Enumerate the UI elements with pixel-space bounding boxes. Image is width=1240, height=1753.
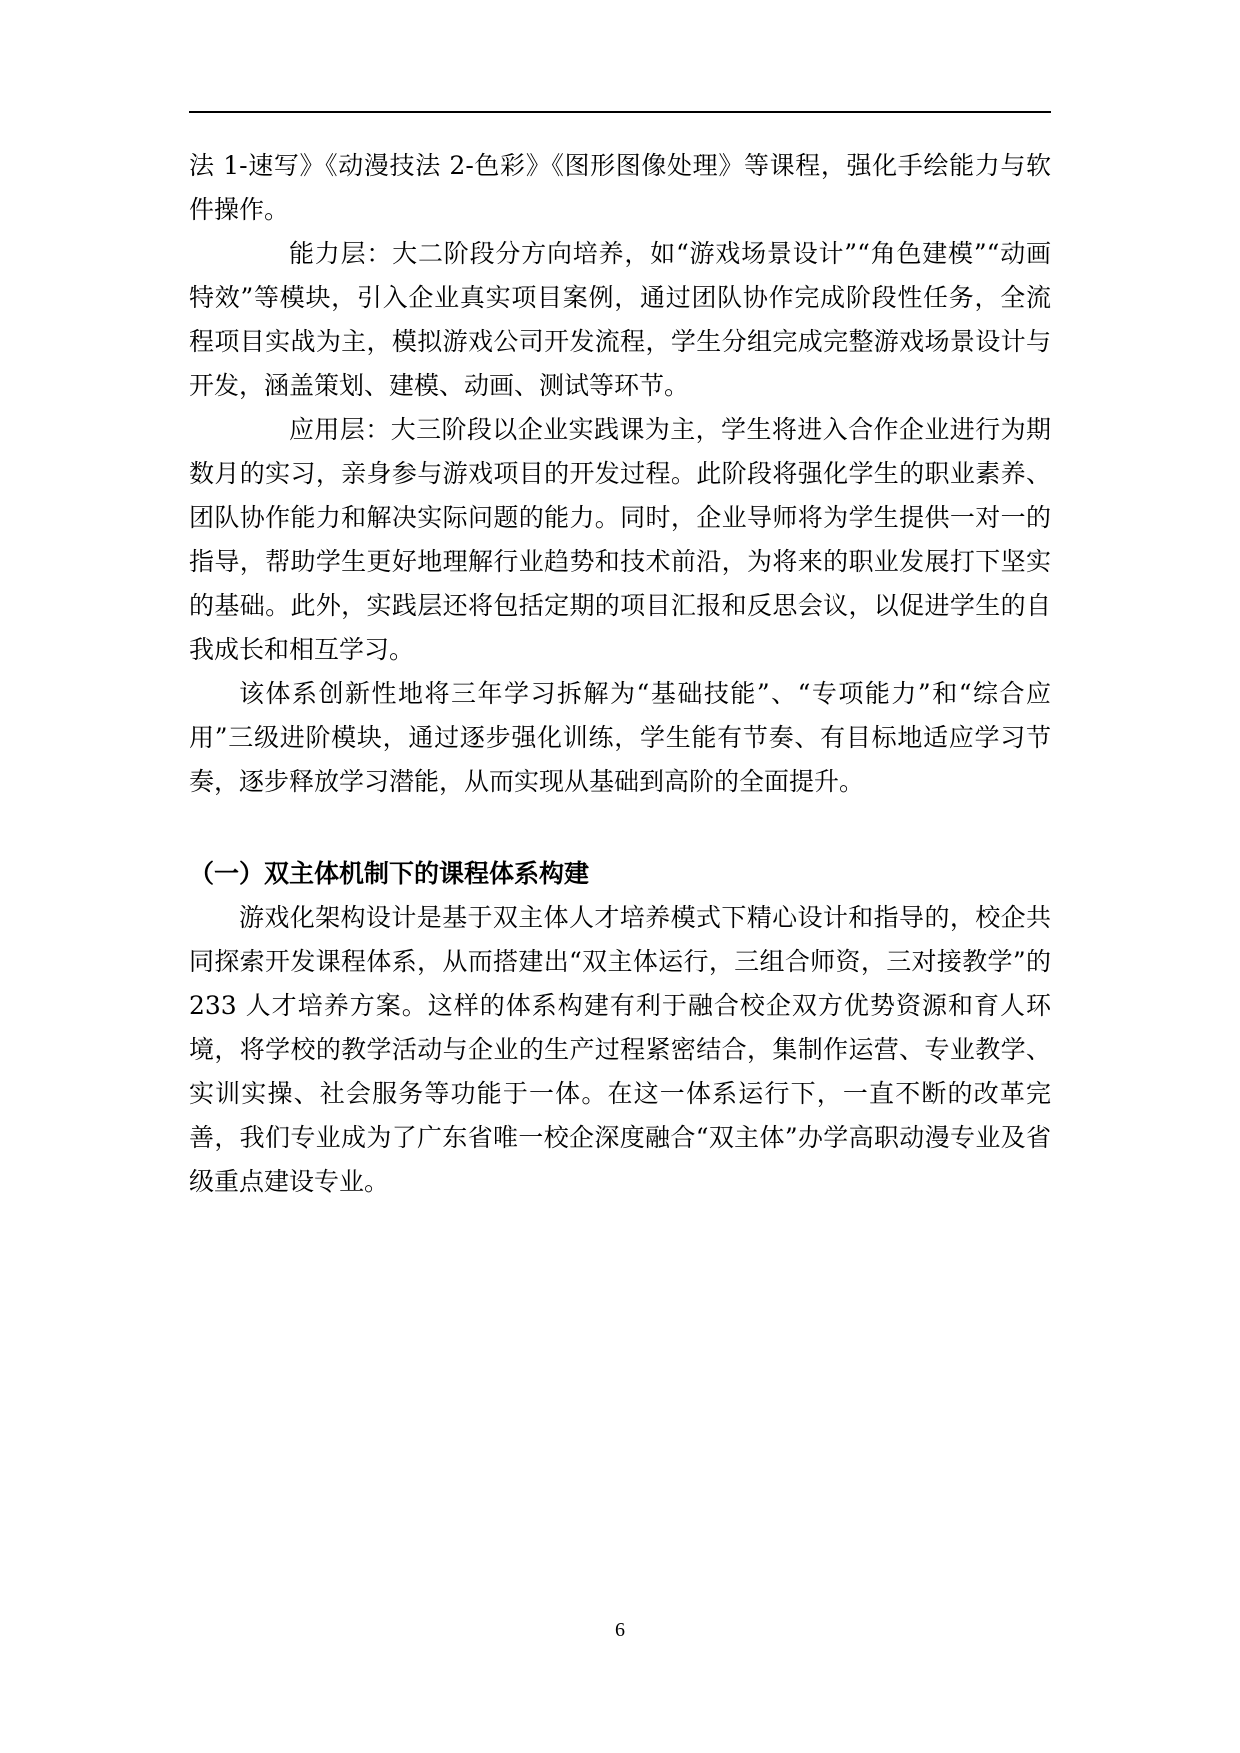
paragraph-ability-layer: 能力层：大二阶段分方向培养，如“游戏场景设计”“角色建模”“动画特效”等模块，引入企业真实项目案例，通过团队协作完成阶段性任务，全流程项目实战为主，模拟游戏公司开发流程，学生分组完成完整游戏场景设计与开发，涵盖策划、建模、动画、测试等环节。 <box>189 239 1051 400</box>
paragraph-dual-subject-curriculum: 游戏化架构设计是基于双主体人才培养模式下精心设计和指导的，校企共同探索开发课程体系，从而搭建出“双主体运行，三组合师资，三对接教学”的 233 人才培养方案。这样的体系构建有利于融合校企双方优势资源和育人环境，将学校的教学活动与企业的生产过程紧密结合，集制作运营、专业教学、实训实操、社会服务等功能于一体。在这一体系运行下，一直不断的改革完善，我们专业成为了广东省唯一校企深度融合“双主体”办学高职动漫专业及省级重点建设专业。 <box>189 903 1051 1196</box>
paragraph-system-summary: 该体系创新性地将三年学习拆解为“基础技能”、“专项能力”和“综合应用”三级进阶模块，通过逐步强化训练，学生能有节奏、有目标地适应学习节奏，逐步释放学习潜能，从而实现从基础到高阶的全面提升。 <box>189 679 1051 796</box>
paragraph-application-layer: 应用层：大三阶段以企业实践课为主，学生将进入合作企业进行为期数月的实习，亲身参与游戏项目的开发过程。此阶段将强化学生的职业素养、团队协作能力和解决实际问题的能力。同时，企业导师将为学生提供一对一的指导，帮助学生更好地理解行业趋势和技术前沿，为将来的职业发展打下坚实的基础。此外，实践层还将包括定期的项目汇报和反思会议，以促进学生的自我成长和相互学习。 <box>189 415 1051 664</box>
page-number: 6 <box>615 1619 625 1641</box>
paragraph-course-continuation: 法 1-速写》《动漫技法 2-色彩》《图形图像处理》等课程，强化手绘能力与软件操作。 <box>189 151 1051 224</box>
section-heading: （一）双主体机制下的课程体系构建 <box>189 859 590 888</box>
header-rule <box>189 111 1051 113</box>
body-text <box>189 144 1051 1204</box>
